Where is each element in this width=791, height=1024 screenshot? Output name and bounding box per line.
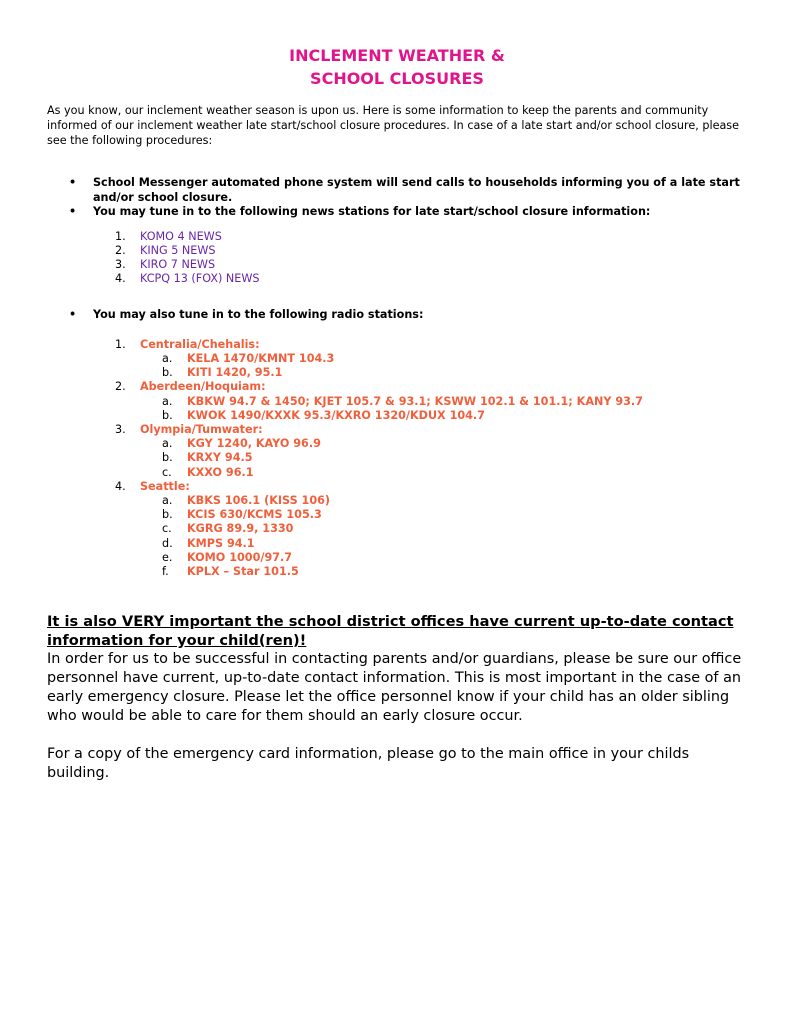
bullet-news-stations xyxy=(47,205,747,220)
radio-station-name: KITI 1420, 95.1 xyxy=(187,366,283,380)
radio-region xyxy=(47,480,747,579)
document-page xyxy=(47,44,747,783)
bullet-text: You may tune in to the following news stations for late start/school closure information: xyxy=(93,205,651,218)
region-name: Olympia/Tumwater: xyxy=(140,423,263,437)
radio-region xyxy=(47,380,747,423)
radio-station-name: KOMO 1000/97.7 xyxy=(187,550,293,564)
list-number: 1. xyxy=(115,229,126,243)
list-number: 1. xyxy=(115,337,126,351)
title-line-2: SCHOOL CLOSURES xyxy=(310,69,484,88)
region-heading xyxy=(47,423,747,437)
list-number: 3. xyxy=(115,423,126,437)
region-name: Centralia/Chehalis: xyxy=(140,337,260,351)
tv-station-name: KOMO 4 NEWS xyxy=(140,229,222,243)
station-sublist xyxy=(47,437,747,480)
radio-station-item xyxy=(47,409,747,423)
list-letter: f. xyxy=(162,565,169,579)
radio-station-item xyxy=(47,537,747,551)
tv-station-item xyxy=(47,244,747,258)
list-letter: a. xyxy=(162,352,173,366)
radio-station-name: KWOK 1490/KXXK 95.3/KXRO 1320/KDUX 104.7 xyxy=(187,408,485,422)
bullet-text: School Messenger automated phone system will send calls to households informing you of a late start and/or school closure. xyxy=(93,176,740,204)
list-number: 2. xyxy=(115,243,126,257)
radio-station-name: KELA 1470/KMNT 104.3 xyxy=(187,352,335,366)
radio-station-name: KGY 1240, KAYO 96.9 xyxy=(187,437,321,451)
bullet-radio-stations xyxy=(47,308,747,323)
list-number: 4. xyxy=(115,479,126,493)
radio-station-item xyxy=(47,352,747,366)
station-sublist xyxy=(47,395,747,423)
radio-station-item xyxy=(47,494,747,508)
intro-paragraph: As you know, our inclement weather season is upon us. Here is some information to keep the parents and community informed of our inclement weather late start/school closure procedures. In case of a late start and/or school closure, please see the following procedures: xyxy=(47,104,740,147)
radio-station-name: KGRG 89.9, 1330 xyxy=(187,522,294,536)
radio-station-name: KMPS 94.1 xyxy=(187,536,255,550)
radio-station-name: KRXY 94.5 xyxy=(187,451,253,465)
document-title xyxy=(47,44,747,90)
list-letter: b. xyxy=(162,366,173,380)
region-heading xyxy=(47,380,747,394)
region-heading xyxy=(47,338,747,352)
tv-station-item xyxy=(47,272,747,286)
radio-region-list xyxy=(47,338,747,579)
tv-station-name: KIRO 7 NEWS xyxy=(140,257,216,271)
station-sublist xyxy=(47,352,747,380)
contact-info-paragraph: In order for us to be successful in contacting parents and/or guardians, please be sure our office personnel have current, up-to-date contact information. This is most important in the case of an early emergency closure. Please let the office personnel know if your child has an older sibling who would be able to care for them should an early closure occur. xyxy=(47,651,742,725)
region-heading xyxy=(47,480,747,494)
list-letter: a. xyxy=(162,437,173,451)
station-sublist xyxy=(47,494,747,579)
radio-region xyxy=(47,338,747,381)
list-number: 3. xyxy=(115,257,126,271)
radio-station-item xyxy=(47,437,747,451)
list-letter: c. xyxy=(162,465,172,479)
radio-station-item xyxy=(47,551,747,565)
list-letter: b. xyxy=(162,451,173,465)
radio-station-item xyxy=(47,395,747,409)
radio-station-item xyxy=(47,565,747,579)
list-letter: b. xyxy=(162,508,173,522)
region-name: Seattle: xyxy=(140,479,190,493)
tv-station-list xyxy=(47,230,747,287)
bullet-icon: • xyxy=(69,205,77,218)
list-letter: b. xyxy=(162,408,173,422)
region-name: Aberdeen/Hoquiam: xyxy=(140,380,266,394)
radio-station-name: KBKW 94.7 & 1450; KJET 105.7 & 93.1; KSWW 102.1 & 101.1; KANY 93.7 xyxy=(187,394,643,408)
list-letter: c. xyxy=(162,522,172,536)
radio-station-item xyxy=(47,466,747,480)
radio-station-name: KXXO 96.1 xyxy=(187,465,254,479)
radio-station-name: KCIS 630/KCMS 105.3 xyxy=(187,508,322,522)
radio-station-name: KBKS 106.1 (KISS 106) xyxy=(187,494,331,508)
bullet-icon: • xyxy=(69,176,77,189)
radio-station-item xyxy=(47,508,747,522)
radio-region xyxy=(47,423,747,480)
list-number: 4. xyxy=(115,272,126,286)
radio-procedures-list xyxy=(47,308,747,323)
emergency-card-paragraph: For a copy of the emergency card information, please go to the main office in your childs building. xyxy=(47,746,690,782)
tv-station-item xyxy=(47,258,747,272)
list-letter: a. xyxy=(162,394,173,408)
list-letter: a. xyxy=(162,494,173,508)
bullet-text: You may also tune in to the following radio stations: xyxy=(93,308,424,322)
contact-info-heading: It is also VERY important the school district offices have current up-to-date contact information for your child(ren)! xyxy=(47,613,734,649)
tv-station-name: KING 5 NEWS xyxy=(140,243,216,257)
tv-station-name: KCPQ 13 (FOX) NEWS xyxy=(140,272,260,286)
radio-station-item xyxy=(47,366,747,380)
list-letter: e. xyxy=(162,550,173,564)
radio-station-item xyxy=(47,451,747,465)
tv-station-item xyxy=(47,230,747,244)
list-number: 2. xyxy=(115,380,126,394)
radio-station-name: KPLX – Star 101.5 xyxy=(187,565,299,579)
radio-station-item xyxy=(47,522,747,536)
title-line-1: INCLEMENT WEATHER & xyxy=(289,46,505,65)
bullet-school-messenger xyxy=(47,176,747,205)
bullet-icon: • xyxy=(69,308,77,322)
list-letter: d. xyxy=(162,536,173,550)
procedures-list xyxy=(47,176,747,220)
